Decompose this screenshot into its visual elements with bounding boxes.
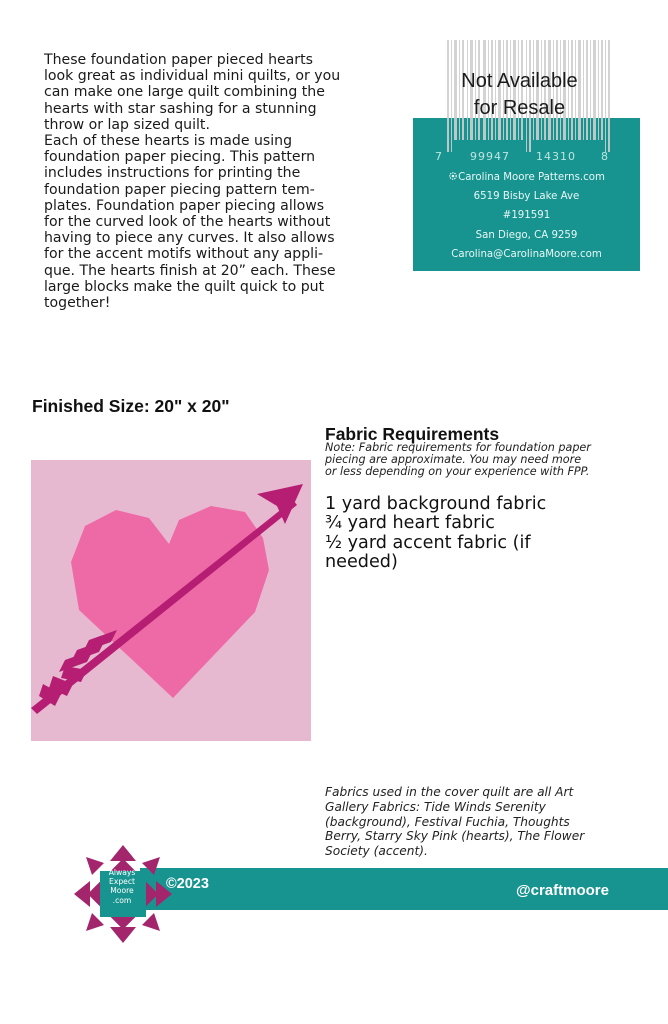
fabric-item: needed): [325, 552, 398, 573]
social-handle-link[interactable]: @craftmoore: [516, 882, 609, 899]
credits-line: Gallery Fabrics: Tide Winds Serenity: [325, 799, 546, 814]
company-name: Carolina Moore Patterns.com: [458, 172, 605, 183]
upc-digit-group: 99947: [470, 150, 510, 163]
email-link[interactable]: Carolina@CarolinaMoore.com: [451, 248, 602, 260]
fabric-credits: [325, 785, 625, 859]
upc-digit-group: 8: [601, 150, 609, 163]
not-for-resale-stamp: [432, 68, 607, 122]
city-line: San Diego, CA 9259: [475, 229, 578, 241]
fabric-item: ¾ yard heart fabric: [325, 513, 495, 534]
intro-line: together!: [44, 295, 111, 312]
fabric-requirements-heading: Fabric Requirements: [325, 424, 500, 444]
copyright-year: ©2023: [166, 876, 209, 892]
intro-line: Each of these hearts is made using: [44, 133, 293, 150]
intro-line: look great as individual mini quilts, or you: [44, 68, 341, 85]
logo-line: Moore: [110, 886, 134, 896]
fabric-list: [325, 495, 625, 573]
intro-line: foundation paper piecing pattern tem-: [44, 181, 315, 198]
note-line: Note: Fabric requirements for foundation paper: [325, 441, 591, 454]
intro-paragraph: [44, 52, 384, 311]
fabric-note: [325, 442, 625, 479]
intro-line: throw or lap sized quilt.: [44, 116, 210, 133]
intro-line: que. The hearts finish at 20” each. These: [44, 262, 336, 279]
upc-digit-group: 14310: [536, 150, 576, 163]
upc-digit-group: 7: [435, 150, 443, 163]
intro-line: having to piece any curves. It also allows: [44, 230, 335, 247]
logo-line: Always: [108, 868, 136, 877]
intro-line: foundation paper piecing. This pattern: [44, 149, 316, 166]
intro-line: plates. Foundation paper piecing allows: [44, 197, 325, 214]
intro-line: for the accent motifs without any appli-: [44, 246, 324, 263]
note-line: piecing are approximate. You may need more: [325, 453, 582, 467]
credits-line: Society (accent).: [325, 844, 428, 859]
intro-line: includes instructions for printing the: [44, 165, 301, 182]
resale-line-1: Not Available: [461, 70, 578, 92]
logo-line: Expect: [109, 877, 135, 887]
company-line: [413, 168, 640, 187]
finished-size-heading: Finished Size: 20" x 20": [32, 396, 230, 416]
intro-line: large blocks make the quilt quick to put: [44, 278, 325, 295]
unit-line: #191591: [502, 210, 551, 222]
credits-line: Berry, Starry Sky Pink (hearts), The Flower: [325, 829, 585, 844]
fabric-item: ½ yard accent fabric (if: [325, 532, 531, 553]
intro-line: can make one large quilt combining the: [44, 84, 325, 101]
intro-line: hearts with star sashing for a stunning: [44, 100, 317, 117]
note-line: or less depending on your experience with FPP.: [325, 465, 590, 479]
credits-line: (background), Festival Fuchia, Thoughts: [325, 814, 570, 829]
logo-text: [94, 868, 150, 905]
logo-line: .com: [112, 895, 132, 905]
heart-quilt-block-image: [31, 460, 311, 741]
fabric-item: 1 yard background fabric: [325, 494, 547, 514]
intro-line: for the curved look of the hearts without: [44, 214, 331, 231]
gear-flower-icon: [448, 171, 458, 181]
resale-line-2: for Resale: [473, 97, 566, 119]
intro-line: These foundation paper pieced hearts: [44, 52, 313, 68]
contact-info: [413, 168, 640, 264]
address-line: 6519 Bisby Lake Ave: [473, 191, 580, 203]
upc-digits: [435, 150, 615, 163]
credits-line: Fabrics used in the cover quilt are all Art: [325, 785, 574, 799]
